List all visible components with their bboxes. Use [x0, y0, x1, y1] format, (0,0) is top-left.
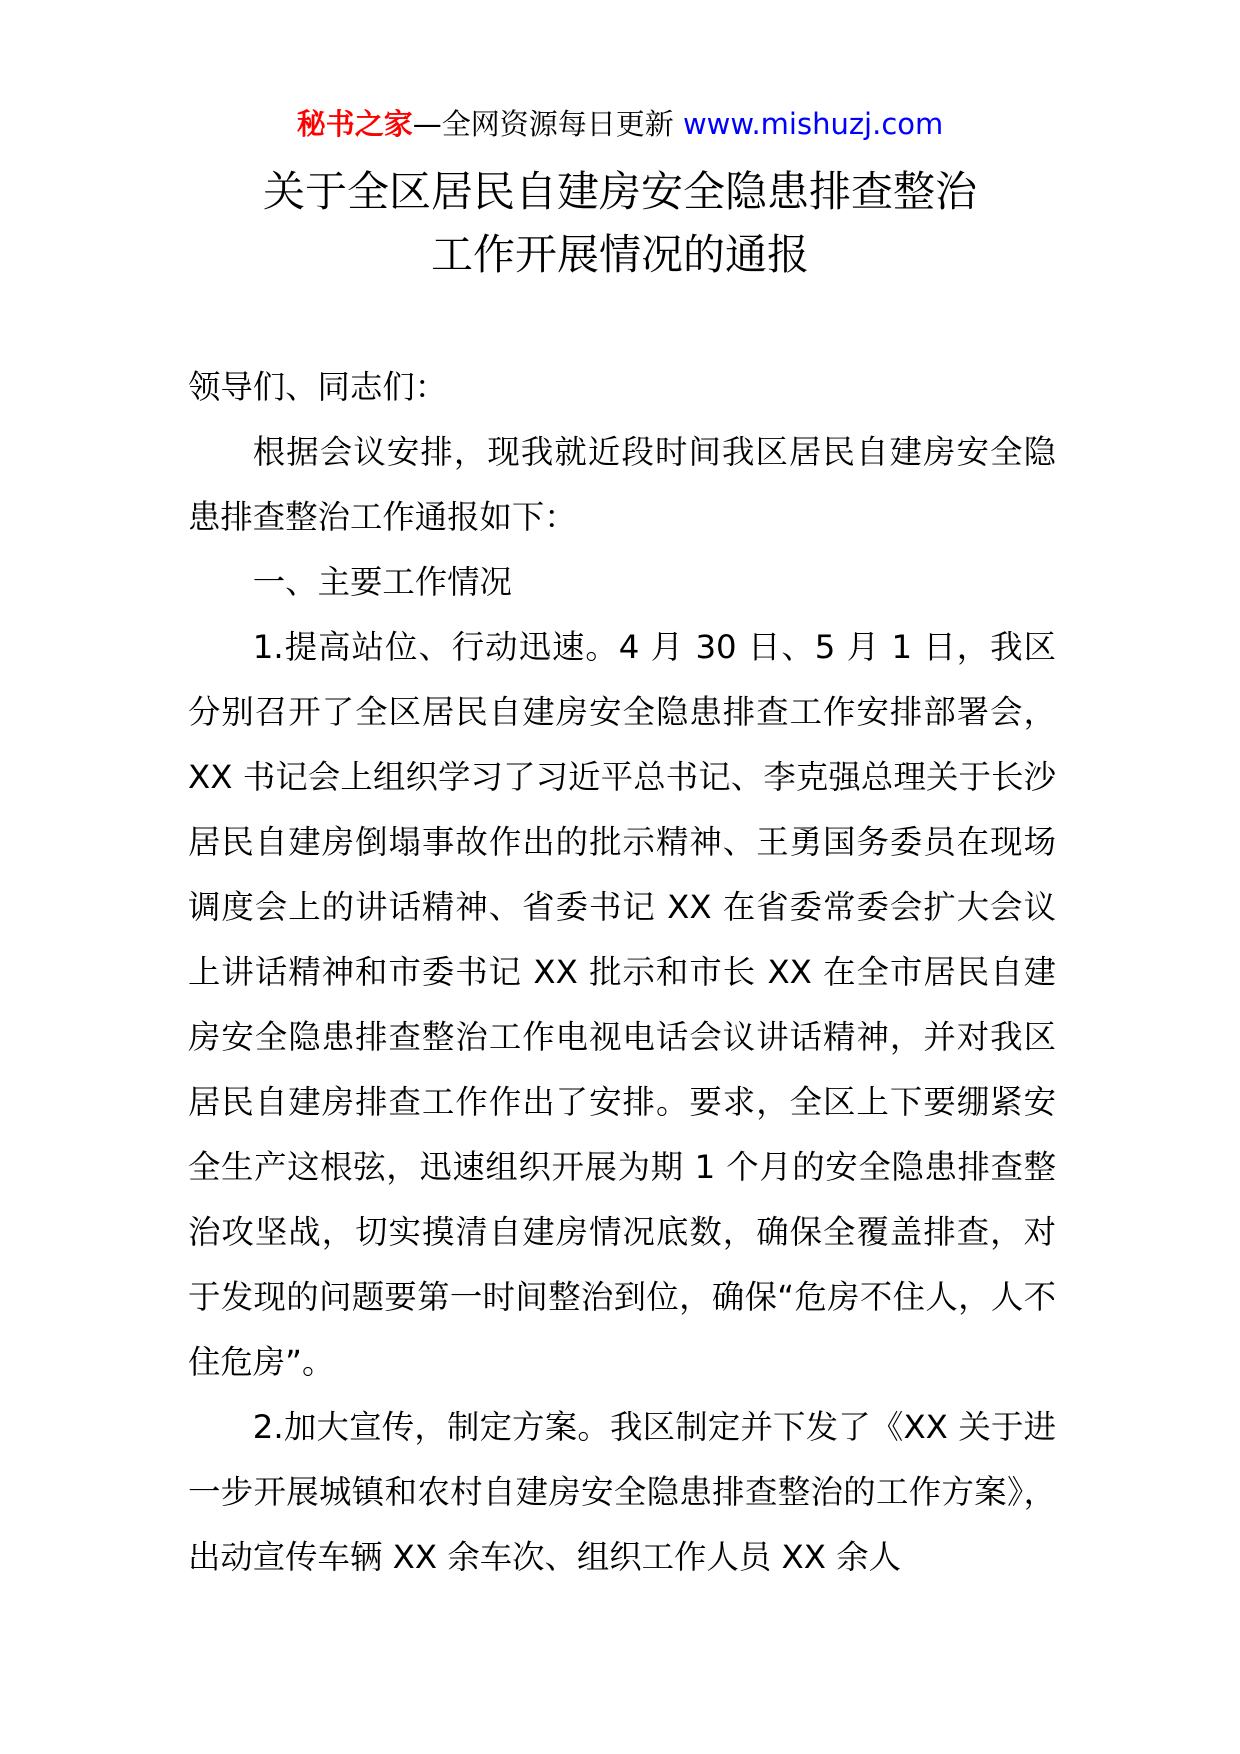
site-header: [0, 104, 1240, 144]
section-heading: 一、主要工作情况: [252, 563, 512, 601]
paragraph-item-2: 2.加大宣传，制定方案。我区制定并下发了《XX 关于进一步开展城镇和农村自建房安全隐患排查整治的工作方案》，出动宣传车辆 XX 余车次、组织工作人员 XX 余人: [188, 1408, 1056, 1576]
paragraph-item-1: 1.提高站位、行动迅速。4 月 30 日、5 月 1 日，我区分别召开了全区居民自建房安全隐患排查工作安排部署会，XX 书记会上组织学习了习近平总书记、李克强总理关于长沙居民自建房倒塌事故作出的批示精神、王勇国务委员在现场调度会上的讲话精神、省委书记 XX 在省委常委会扩大会议上讲话精神和市委书记 XX 批示和市长 XX 在全市居民自建房安全隐患排查整治工作电视电话会议讲话精神，并对我区居民自建房排查工作作出了安排。要求，全区上下要绷紧安全生产这根弦，迅速组织开展为期 1 个月的安全隐患排查整治攻坚战，切实摸清自建房情况底数，确保全覆盖排查，对于发现的问题要第一时间整治到位，确保“危房不住人，人不住危房”。: [188, 628, 1056, 1381]
site-tagline: —全网资源每日更新: [412, 107, 683, 141]
site-url-link[interactable]: www.mishuzj.com: [682, 107, 944, 141]
salutation: 领导们、同志们：: [188, 368, 448, 406]
site-brand: 秘书之家: [296, 107, 413, 141]
document-title-line-1: 关于全区居民自建房安全隐患排查整治: [262, 167, 977, 216]
document-title-line-2: 工作开展情况的通报: [430, 230, 809, 279]
intro-paragraph: 根据会议安排，现我就近段时间我区居民自建房安全隐患排查整治工作通报如下：: [188, 433, 1056, 536]
document-body: [188, 355, 1056, 1590]
